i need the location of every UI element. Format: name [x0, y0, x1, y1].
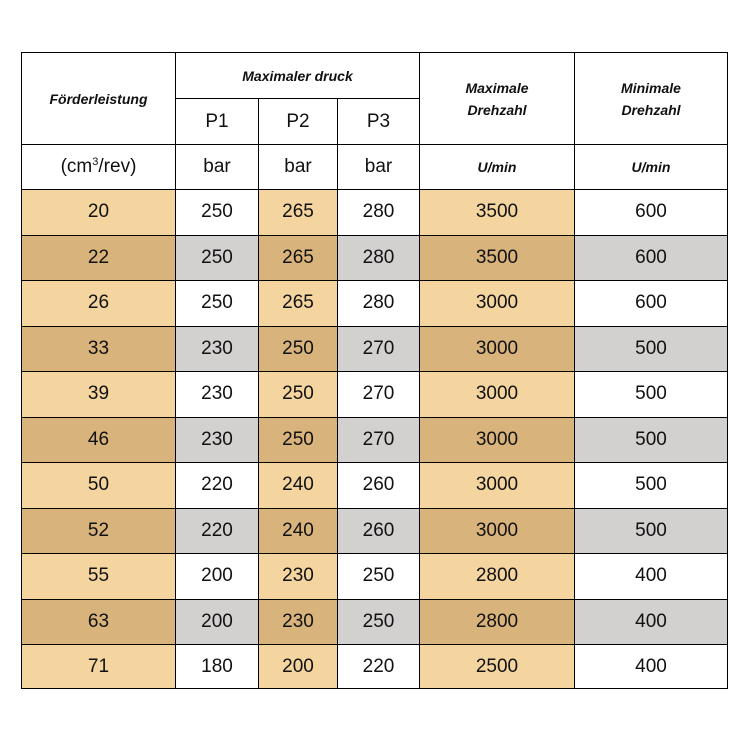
unit-displacement-exponent: 3: [92, 156, 99, 168]
header-minimale-drehzahl-line1: Minimale: [621, 79, 681, 96]
cell-p1: 180: [176, 645, 259, 689]
cell-p2: 265: [259, 235, 338, 281]
cell-max-speed: 3500: [420, 235, 575, 281]
unit-p2: bar: [259, 145, 338, 190]
header-maximale-drehzahl: [420, 53, 575, 145]
cell-min-speed: 400: [575, 599, 728, 645]
cell-p3: 280: [338, 281, 420, 327]
cell-max-speed: 3000: [420, 417, 575, 463]
table-row: [22, 372, 728, 418]
cell-min-speed: 600: [575, 281, 728, 327]
cell-max-speed: 3000: [420, 326, 575, 372]
cell-p1: 200: [176, 554, 259, 600]
header-minimale-drehzahl: [575, 53, 728, 145]
cell-p3: 280: [338, 235, 420, 281]
table-row: [22, 190, 728, 236]
table-row: [22, 508, 728, 554]
cell-p2: 265: [259, 190, 338, 236]
cell-p3: 280: [338, 190, 420, 236]
cell-max-speed: 3000: [420, 508, 575, 554]
cell-min-speed: 500: [575, 508, 728, 554]
cell-min-speed: 500: [575, 326, 728, 372]
header-maximale-drehzahl-line1: Maximale: [465, 79, 529, 96]
cell-min-speed: 500: [575, 417, 728, 463]
unit-displacement-suffix: /rev): [98, 156, 137, 177]
cell-p2: 230: [259, 554, 338, 600]
cell-p1: 220: [176, 463, 259, 509]
table-row: [22, 463, 728, 509]
unit-min-speed: U/min: [575, 145, 728, 190]
table-row: [22, 281, 728, 327]
cell-p3: 260: [338, 508, 420, 554]
table-row: [22, 235, 728, 281]
cell-min-speed: 600: [575, 235, 728, 281]
cell-p3: 270: [338, 326, 420, 372]
cell-displacement: 55: [22, 554, 176, 600]
unit-p3: bar: [338, 145, 420, 190]
cell-p1: 230: [176, 372, 259, 418]
header-p1: P1: [176, 99, 259, 145]
header-maximaler-druck: Maximaler druck: [176, 53, 420, 99]
cell-p2: 240: [259, 463, 338, 509]
cell-p2: 240: [259, 508, 338, 554]
cell-displacement: 26: [22, 281, 176, 327]
cell-p1: 230: [176, 417, 259, 463]
cell-p2: 265: [259, 281, 338, 327]
table-row: [22, 554, 728, 600]
cell-p2: 250: [259, 326, 338, 372]
cell-p3: 250: [338, 599, 420, 645]
header-maximale-drehzahl-line2: Drehzahl: [467, 101, 527, 118]
cell-displacement: 71: [22, 645, 176, 689]
cell-p3: 220: [338, 645, 420, 689]
cell-p1: 250: [176, 281, 259, 327]
cell-max-speed: 2800: [420, 554, 575, 600]
cell-min-speed: 500: [575, 372, 728, 418]
cell-displacement: 46: [22, 417, 176, 463]
cell-max-speed: 3000: [420, 463, 575, 509]
header-minimale-drehzahl-line2: Drehzahl: [621, 101, 681, 118]
cell-p1: 250: [176, 190, 259, 236]
cell-displacement: 50: [22, 463, 176, 509]
cell-p1: 230: [176, 326, 259, 372]
cell-max-speed: 3000: [420, 281, 575, 327]
table-row: [22, 417, 728, 463]
cell-min-speed: 400: [575, 554, 728, 600]
cell-displacement: 20: [22, 190, 176, 236]
header-p2: P2: [259, 99, 338, 145]
cell-displacement: 63: [22, 599, 176, 645]
cell-displacement: 39: [22, 372, 176, 418]
header-p3: P3: [338, 99, 420, 145]
unit-displacement: [22, 145, 176, 190]
cell-p2: 200: [259, 645, 338, 689]
cell-min-speed: 400: [575, 645, 728, 689]
cell-displacement: 22: [22, 235, 176, 281]
cell-min-speed: 600: [575, 190, 728, 236]
cell-max-speed: 3500: [420, 190, 575, 236]
cell-p3: 270: [338, 417, 420, 463]
cell-p3: 250: [338, 554, 420, 600]
cell-p3: 270: [338, 372, 420, 418]
table-body: [22, 53, 728, 689]
cell-max-speed: 3000: [420, 372, 575, 418]
cell-p1: 220: [176, 508, 259, 554]
unit-max-speed: U/min: [420, 145, 575, 190]
cell-max-speed: 2800: [420, 599, 575, 645]
unit-p1: bar: [176, 145, 259, 190]
table-row: [22, 326, 728, 372]
cell-displacement: 52: [22, 508, 176, 554]
table-row: [22, 599, 728, 645]
header-row-top: [22, 53, 728, 99]
table-row: [22, 645, 728, 689]
cell-p2: 250: [259, 417, 338, 463]
cell-max-speed: 2500: [420, 645, 575, 689]
cell-p1: 200: [176, 599, 259, 645]
cell-p3: 260: [338, 463, 420, 509]
header-foerderleistung: Förderleistung: [22, 53, 176, 145]
units-row: [22, 145, 728, 190]
pump-spec-table: [21, 52, 728, 689]
cell-p2: 230: [259, 599, 338, 645]
unit-displacement-prefix: (cm: [60, 156, 93, 177]
cell-p1: 250: [176, 235, 259, 281]
cell-min-speed: 500: [575, 463, 728, 509]
cell-p2: 250: [259, 372, 338, 418]
cell-displacement: 33: [22, 326, 176, 372]
